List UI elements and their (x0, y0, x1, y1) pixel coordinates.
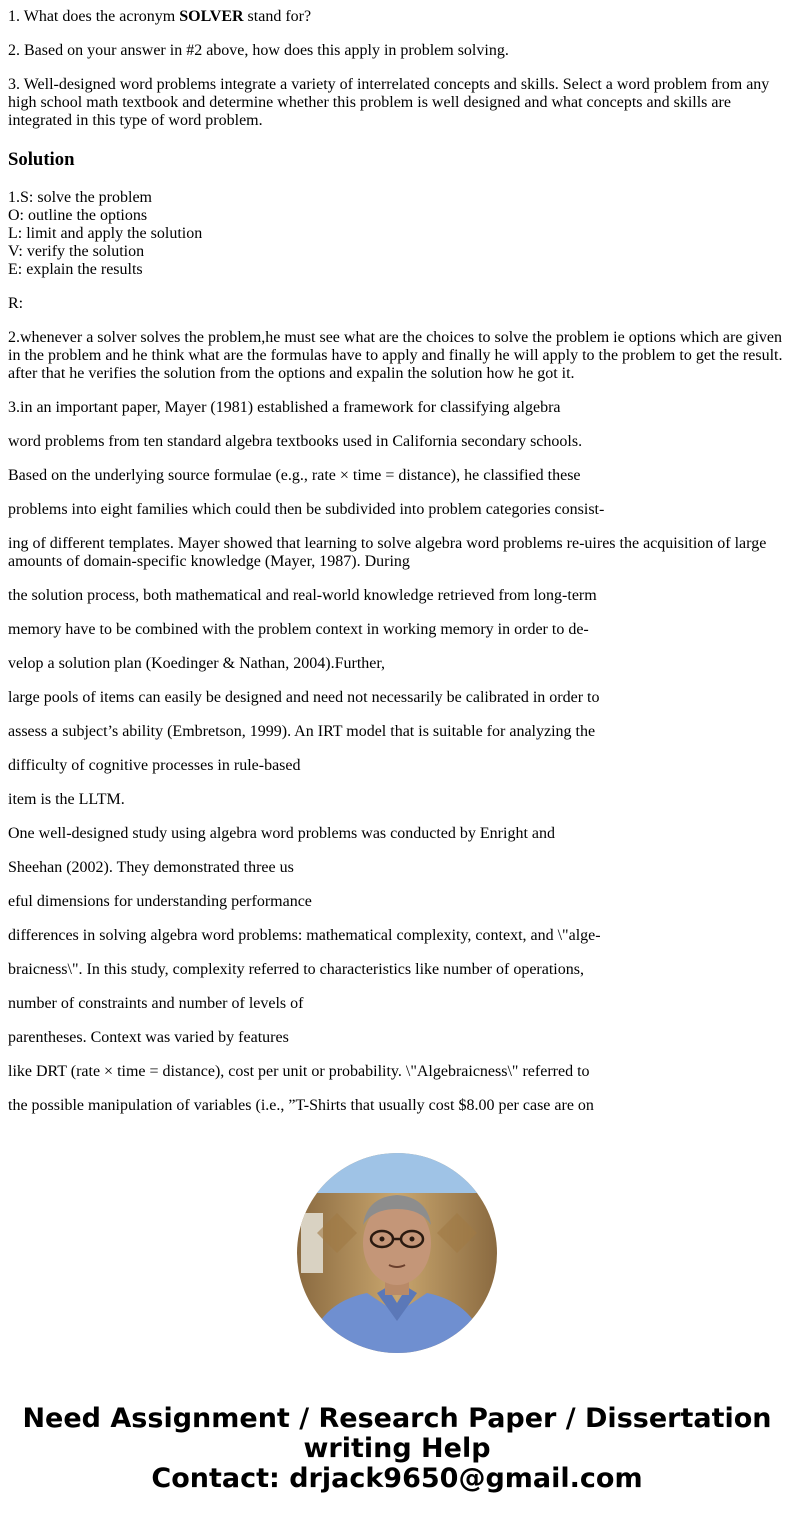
answer-3-paragraph: 3.in an important paper, Mayer (1981) established a framework for classifying algebra (8, 399, 561, 416)
answer-3-paragraph: like DRT (rate × time = distance), cost per unit or probability. \"Algebraicness\" referred to (8, 1063, 590, 1080)
answer-3-paragraph: eful dimensions for understanding performance (8, 893, 312, 910)
answer-3-paragraph: large pools of items can easily be designed and need not necessarily be calibrated in order to (8, 689, 600, 706)
acronym-line: V: verify the solution (8, 243, 145, 260)
question-1-acronym: SOLVER (179, 8, 244, 25)
solution-heading: Solution (8, 149, 75, 170)
answer-3-paragraph: velop a solution plan (Koedinger & Nathan, 2004).Further, (8, 655, 386, 672)
acronym-r-line: R: (8, 295, 24, 312)
avatar (297, 1153, 497, 1353)
contact-email: Contact: drjack9650@gmail.com (151, 1463, 643, 1494)
acronym-line: O: outline the options (8, 207, 148, 224)
answer-3-paragraph: assess a subject’s ability (Embretson, 1999). An IRT model that is suitable for analyzing the (8, 723, 596, 740)
acronym-line: E: explain the results (8, 261, 143, 278)
answer-3-paragraph: differences in solving algebra word problems: mathematical complexity, context, and \"alge- (8, 927, 601, 944)
answer-3-paragraph: ing of different templates. Mayer showed that learning to solve algebra word problems re-uires the acquisition of large amounts of domain-specific knowledge (Mayer, 1987). During (8, 535, 767, 570)
document-body (8, 8, 786, 1131)
answer-3-paragraph: braicness\". In this study, complexity referred to characteristics like number of operations, (8, 961, 584, 978)
promo-line: Need Assignment / Research Paper / Dissertation (22, 1403, 772, 1434)
promo-banner (0, 1404, 794, 1494)
answer-3-paragraph: item is the LLTM. (8, 791, 125, 808)
person-portrait-icon (297, 1153, 497, 1353)
answer-3-paragraph: problems into eight families which could then be subdivided into problem categories consist- (8, 501, 605, 518)
acronym-list (8, 189, 786, 279)
answer-3-paragraph: memory have to be combined with the problem context in working memory in order to de- (8, 621, 589, 638)
answer-3-paragraph: difficulty of cognitive processes in rule-based (8, 757, 301, 774)
question-1-suffix: stand for? (243, 8, 312, 25)
question-1-prefix: 1. What does the acronym (8, 8, 180, 25)
answer-3-paragraph: Sheehan (2002). They demonstrated three us (8, 859, 294, 876)
answer-3-paragraph: number of constraints and number of levels of (8, 995, 304, 1012)
answer-3-paragraph: the possible manipulation of variables (i.e., ”T-Shirts that usually cost $8.00 per case are on (8, 1097, 594, 1114)
answer-3-paragraph: word problems from ten standard algebra textbooks used in California secondary schools. (8, 433, 583, 450)
answer-3-paragraph: Based on the underlying source formulae (e.g., rate × time = distance), he classified these (8, 467, 581, 484)
question-3: 3. Well-designed word problems integrate a variety of interrelated concepts and skills. Select a word problem from any high school math textbook and determine whether this problem is well designed and what concepts and skills are integrated in this type of word problem. (8, 76, 770, 129)
acronym-line: 1.S: solve the problem (8, 189, 152, 206)
promo-line: writing Help (303, 1433, 491, 1464)
question-2: 2. Based on your answer in #2 above, how does this apply in problem solving. (8, 42, 509, 59)
acronym-line: L: limit and apply the solution (8, 225, 203, 242)
answer-3-paragraph: parentheses. Context was varied by features (8, 1029, 289, 1046)
answer-3-paragraph: One well-designed study using algebra word problems was conducted by Enright and (8, 825, 555, 842)
answer-3-paragraph: the solution process, both mathematical and real-world knowledge retrieved from long-term (8, 587, 597, 604)
answer-2: 2.whenever a solver solves the problem,he must see what are the choices to solve the problem ie options which are given in the problem and he think what are the formulas have to apply and finally he will apply to the problem to get the result. after that he verifies the solution from the options and expalin the solution how he got it. (8, 329, 783, 382)
question-1 (8, 8, 786, 26)
